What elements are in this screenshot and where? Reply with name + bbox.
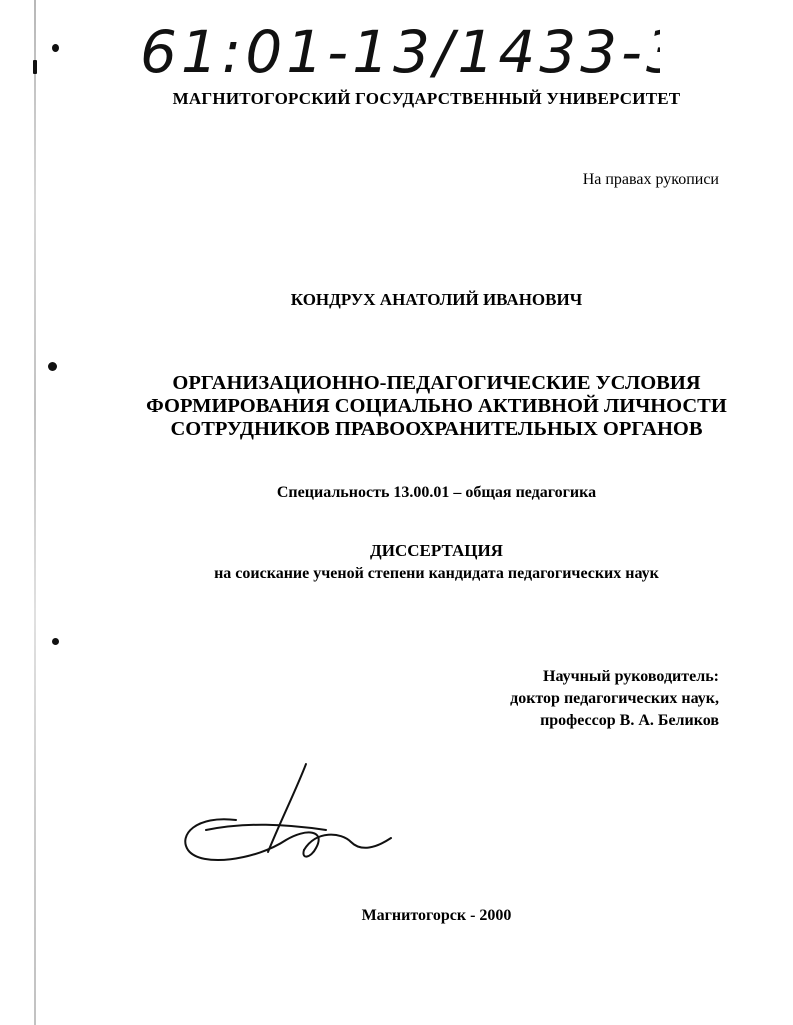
dissertation-title — [40, 372, 793, 441]
scan-speck — [48, 362, 57, 371]
author-name: КОНДРУХ АНАТОЛИЙ ИВАНОВИЧ — [290, 290, 583, 309]
supervisor-block — [510, 666, 719, 732]
handwritten-signature — [176, 760, 396, 880]
scan-edge — [34, 0, 36, 1025]
scan-speck — [33, 60, 37, 74]
city-year: Магнитогорск - 2000 — [361, 907, 512, 924]
signature-stroke — [206, 825, 326, 830]
manuscript-rights: На правах рукописи — [582, 171, 719, 188]
dissertation-heading: ДИССЕРТАЦИЯ — [370, 541, 503, 560]
university-name: МАГНИТОГОРСКИЙ ГОСУДАРСТВЕННЫЙ УНИВЕРСИТЕТ — [172, 89, 681, 108]
supervisor-label: Научный руководитель: — [543, 668, 719, 685]
specialty: Специальность 13.00.01 – общая педагогика — [276, 484, 597, 501]
archive-code-handwritten — [140, 10, 660, 90]
title-line: СОТРУДНИКОВ ПРАВООХРАНИТЕЛЬНЫХ ОРГАНОВ — [170, 418, 703, 440]
dissertation-subtitle: на соискание ученой степени кандидата педагогических наук — [214, 565, 659, 582]
title-line: ФОРМИРОВАНИЯ СОЦИАЛЬНО АКТИВНОЙ ЛИЧНОСТИ — [146, 395, 727, 417]
title-line: ОРГАНИЗАЦИОННО-ПЕДАГОГИЧЕСКИЕ УСЛОВИЯ — [172, 372, 701, 394]
scan-speck — [52, 638, 59, 645]
archive-code-text: 61:01-13/1433-3 — [140, 18, 660, 86]
supervisor-name: профессор В. А. Беликов — [540, 712, 719, 729]
scan-speck — [52, 44, 59, 52]
supervisor-degree: доктор педагогических наук, — [510, 690, 719, 707]
